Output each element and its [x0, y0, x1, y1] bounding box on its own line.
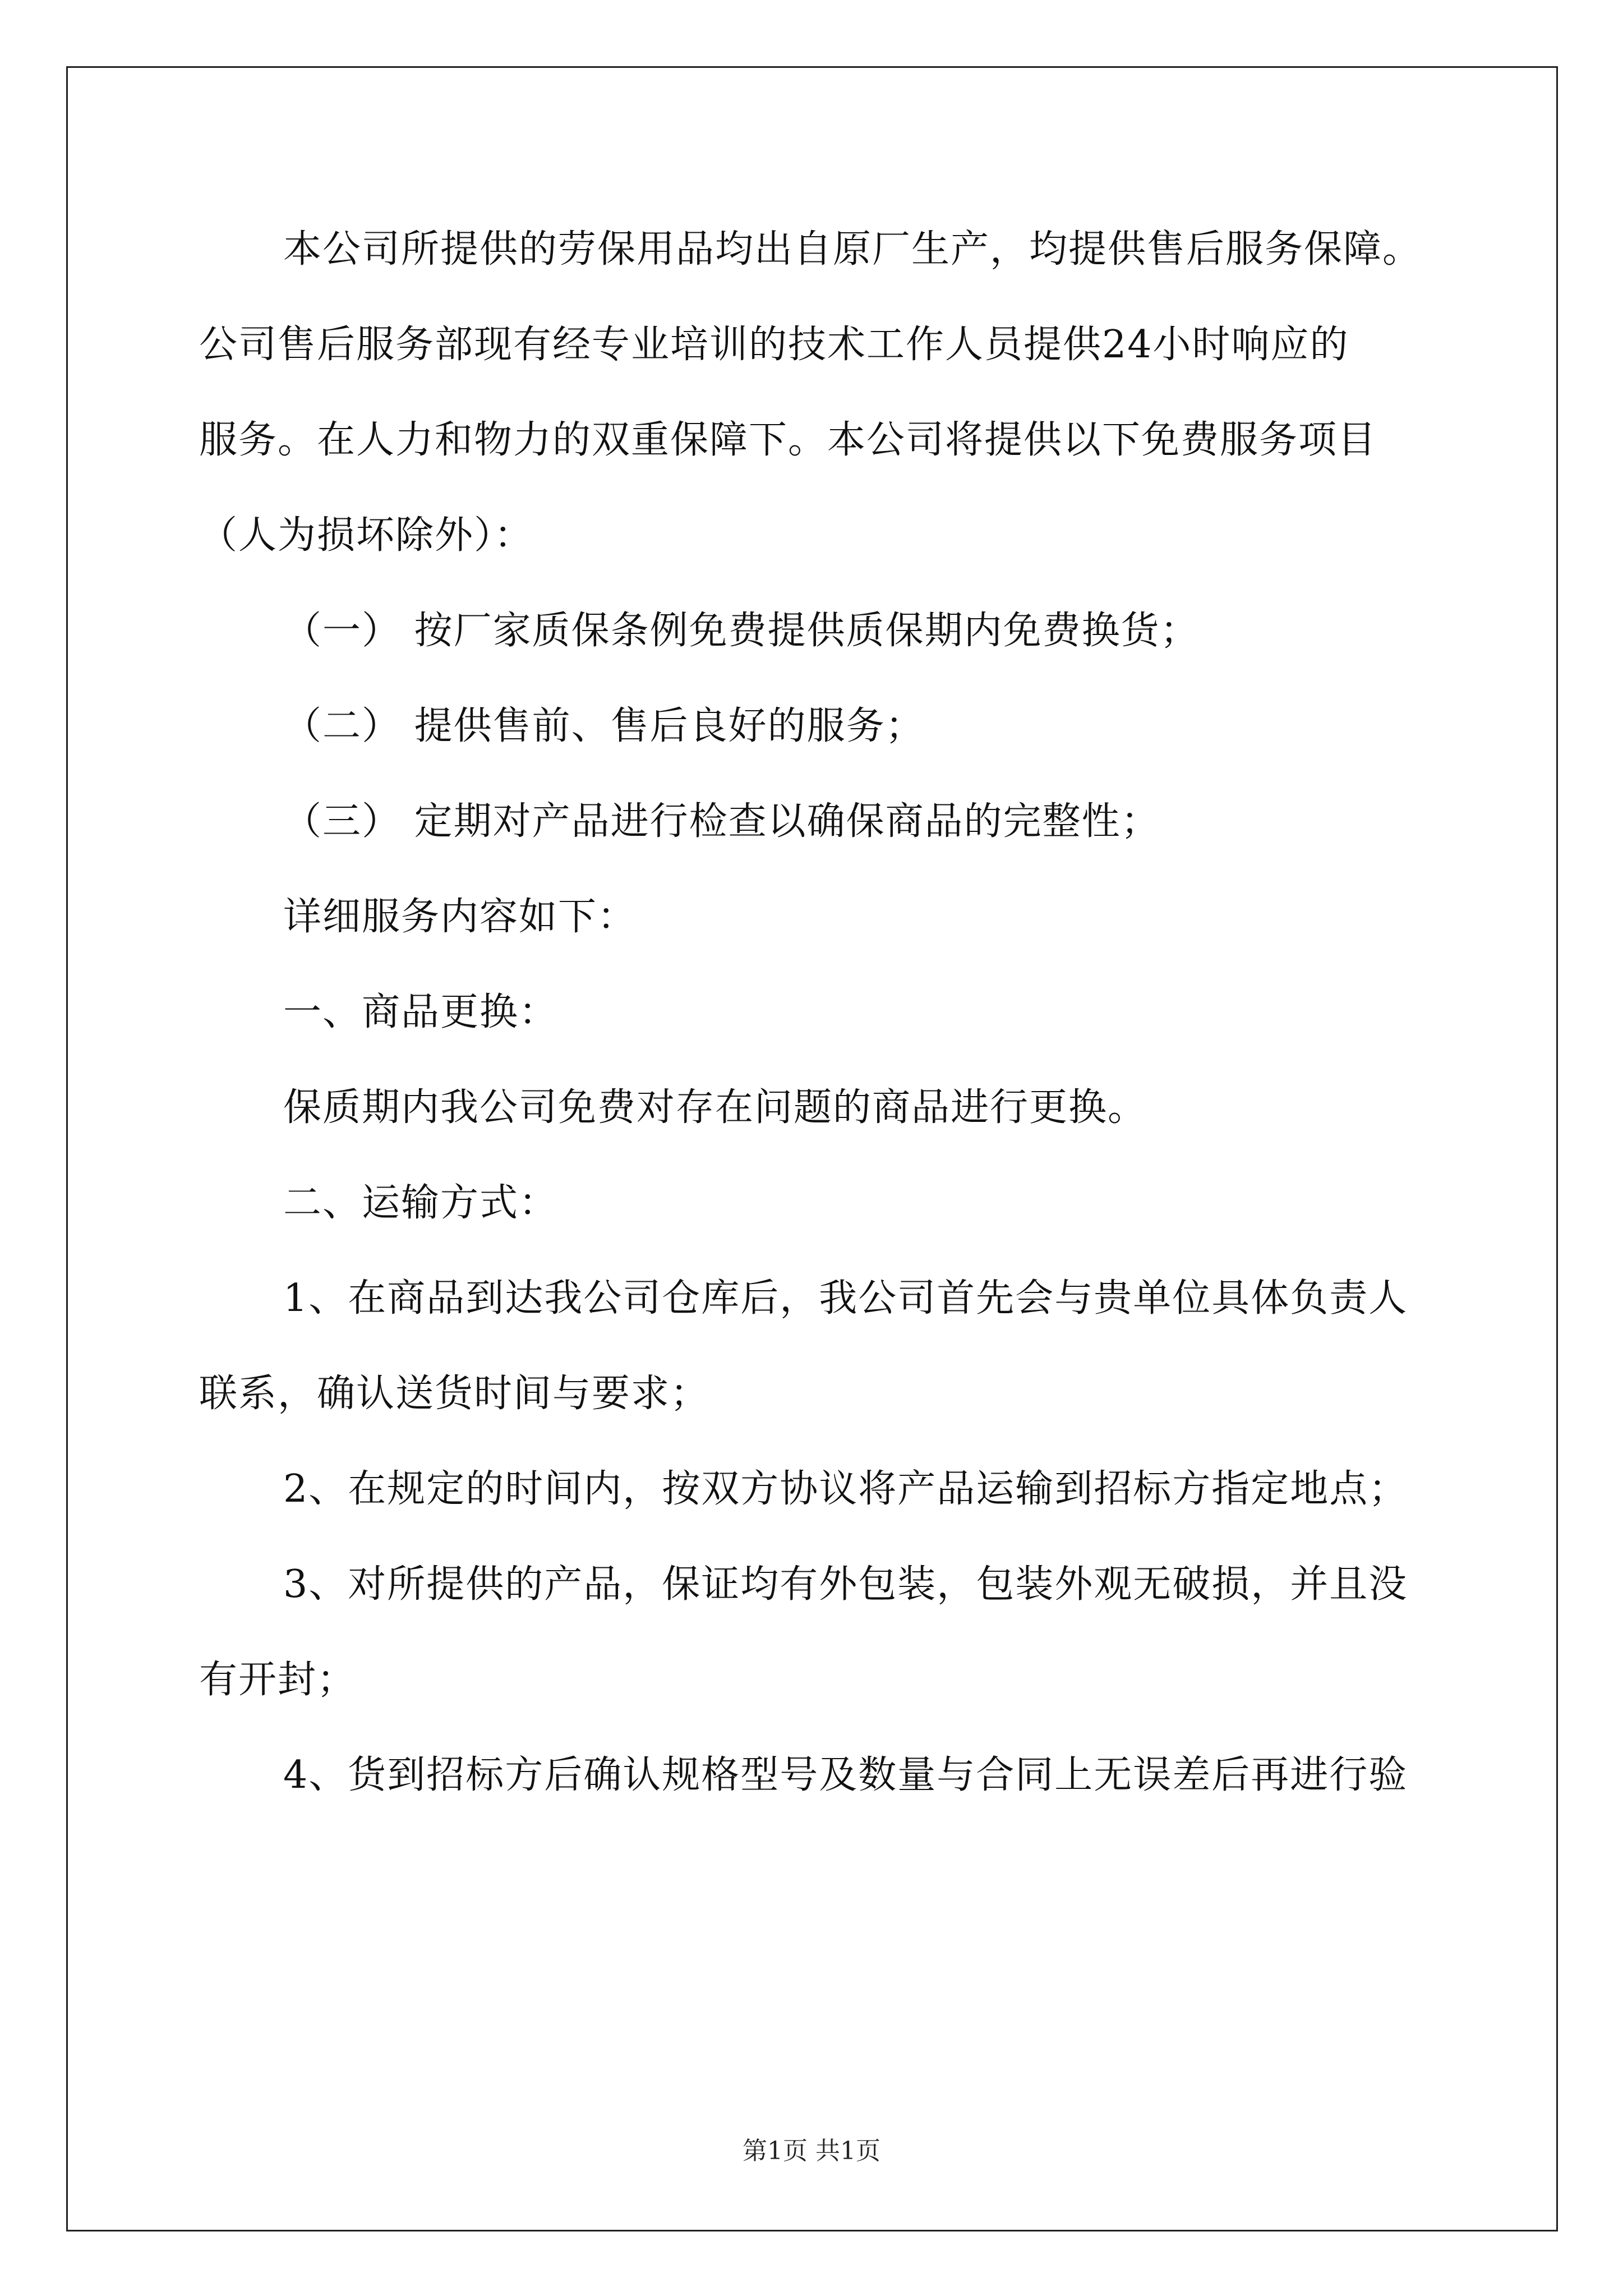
list-item-4: 4、货到招标方后确认规格型号及数量与合同上无误差后再进行验	[283, 1753, 1408, 1797]
page-footer: 第1页 共1页	[743, 2137, 880, 2165]
section-heading-2: 二、运输方式：	[283, 1181, 559, 1225]
paragraph-line-2: 公司售后服务部现有经专业培训的技术工作人员提供24小时响应的	[199, 323, 1349, 367]
list-item-3-continued: 有开封；	[199, 1658, 357, 1702]
section-text-1: 保质期内我公司免费对存在问题的商品进行更换。	[283, 1085, 1147, 1130]
service-item-3: （三） 定期对产品进行检查以确保商品的完整性；	[283, 799, 1160, 844]
page-border	[66, 66, 1558, 2231]
paragraph-line-4: （人为损坏除外）：	[199, 513, 534, 558]
details-heading: 详细服务内容如下：	[283, 895, 637, 939]
paragraph-line-1: 本公司所提供的劳保用品均出自原厂生产，均提供售后服务保障。	[283, 227, 1422, 272]
paragraph-line-3: 服务。在人力和物力的双重保障下。本公司将提供以下免费服务项目	[199, 418, 1377, 462]
list-item-2: 2、在规定的时间内，按双方协议将产品运输到招标方指定地点；	[283, 1467, 1408, 1511]
service-item-1: （一） 按厂家质保条例免费提供质保期内免费换货；	[283, 609, 1200, 653]
section-heading-1: 一、商品更换：	[283, 990, 559, 1034]
list-item-1: 1、在商品到达我公司仓库后，我公司首先会与贵单位具体负责人	[283, 1276, 1408, 1320]
service-item-2: （二） 提供售前、售后良好的服务；	[283, 704, 925, 748]
list-item-3: 3、对所提供的产品，保证均有外包装，包装外观无破损，并且没	[283, 1562, 1408, 1607]
list-item-1-continued: 联系，确认送货时间与要求；	[199, 1372, 710, 1416]
